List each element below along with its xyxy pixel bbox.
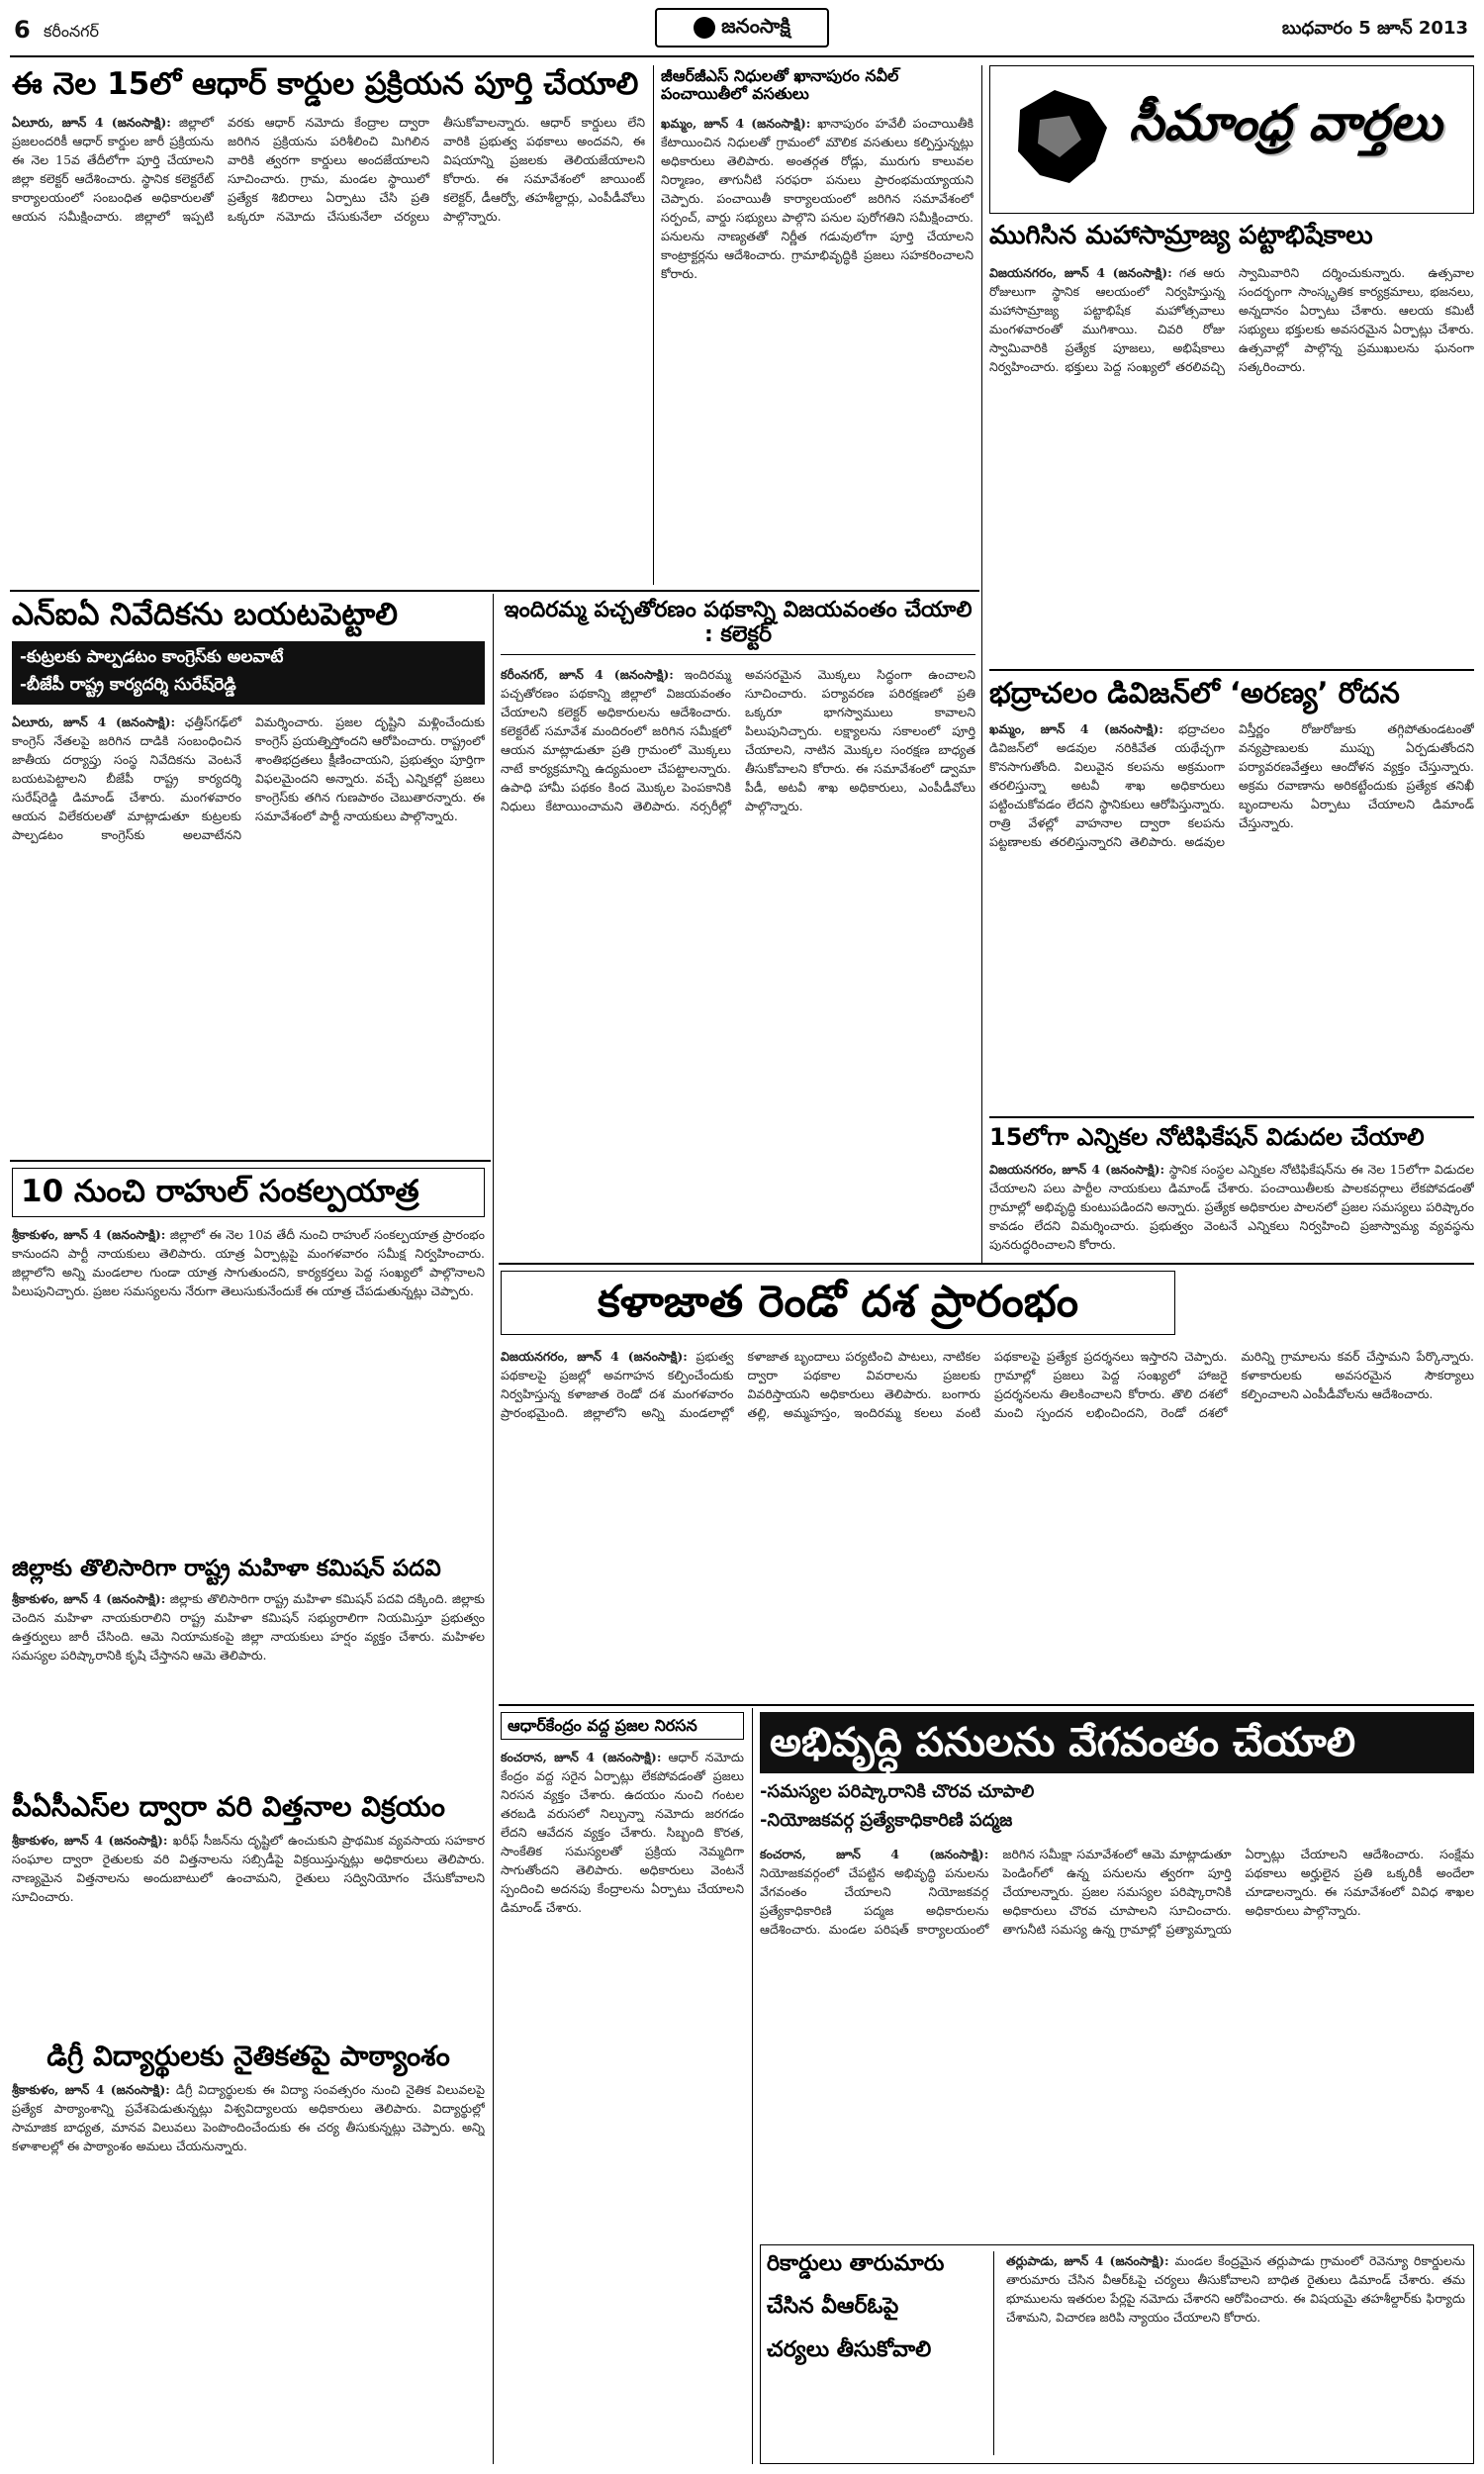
story-text: జిల్లాకు తొలిసారిగా రాష్ట్ర మహిళా కమిషన్ పదవి దక్కింది. జిల్లాకు చెందిన మహిళా నాయకురాలిని రాష్ట్ర మహిళా కమిషన్ సభ్యురాలిగా నియమిస్తూ ప్రభుత్వం ఉత్తర్వులు జారీ చేసింది. ఆమె నియామకంపై జిల్లా నాయకులు హర్షం వ్యక్తం చేశారు. మహిళల సమస్యల పరిష్కారానికి కృషి చేస్తానని ఆమె తెలిపారు. xyxy=(12,1591,485,1664)
story-headline: 15లోగా ఎన్నికల నోటిఫికేషన్ విడుదల చేయాలి xyxy=(989,1124,1425,1151)
story-dateline: విజయనగరం, జూన్ 4 (జనంసాక్షి): xyxy=(501,1348,688,1364)
story-dateline: తర్లుపాడు, జూన్ 4 (జనంసాక్షి): xyxy=(1006,2253,1169,2268)
story-body xyxy=(989,719,1474,851)
story-text: నియోజకవర్గంలో చేపట్టిన అభివృద్ధి పనులను వేగవంతం చేయాలని నియోజకవర్గ ప్రత్యేకాధికారిణి పద్మజ అధికారులను ఆదేశించారు. మండల పరిషత్ కార్యాలయంలో జరిగిన సమీక్షా సమావేశంలో ఆమె మాట్లాడుతూ పెండింగ్‌లో ఉన్న పనులను త్వరగా పూర్తి చేయాలన్నారు. ప్రజల సమస్యల పరిష్కారానికి అధికారులు చొరవ చూపాలని సూచించారు. తాగునీటి సమస్య ఉన్న గ్రామాల్లో ప్రత్యామ్నాయ ఏర్పాట్లు చేయాలని ఆదేశించారు. సంక్షేమ పథకాలు అర్హులైన ప్రతి ఒక్కరికీ అందేలా చూడాలన్నారు. ఈ సమావేశంలో వివిధ శాఖల అధికారులు పాల్గొన్నారు. xyxy=(760,1847,1474,1937)
story-text: భద్రాచలం డివిజన్‌లో అడవుల నరికివేత యథేచ్ఛగా కొనసాగుతోంది. విలువైన కలపను అక్రమంగా తరలిస్తున్నా అటవీ శాఖ అధికారులు పట్టించుకోవడం లేదని స్థానికులు ఆరోపిస్తున్నారు. రాత్రి వేళల్లో వాహనాల ద్వారా కలపను పట్టణాలకు తరలిస్తున్నారని తెలిపారు. అడవుల విస్తీర్ణం రోజురోజుకు తగ్గిపోతుండటంతో వన్యప్రాణులకు ముప్పు ఏర్పడుతోందని పర్యావరణవేత్తలు ఆందోళన వ్యక్తం చేస్తున్నారు. అక్రమ రవాణాను అరికట్టేందుకు ప్రత్యేక తనిఖీ బృందాలను ఏర్పాటు చేయాలని డిమాండ్ చేస్తున్నారు. xyxy=(989,721,1474,850)
section-rule xyxy=(989,669,1474,671)
story-gp-funds xyxy=(661,67,974,582)
section-rule xyxy=(989,1116,1474,1118)
story-kalajatha xyxy=(501,1271,1474,1696)
story-body xyxy=(760,1845,1474,1939)
story-body xyxy=(989,263,1474,654)
story-text: ఛత్తీస్‌గఢ్‌లో కాంగ్రెస్ నేతలపై జరిగిన దాడికి సంబంధించిన జాతీయ దర్యాప్తు సంస్థ నివేదికను వెంటనే బయటపెట్టాలని బీజేపీ రాష్ట్ర కార్యదర్శి సురేష్‌రెడ్డి డిమాండ్ చేశారు. మంగళవారం ఆయన విలేకరులతో మాట్లాడుతూ కుట్రలకు పాల్పడటం కాంగ్రెస్‌కు అలవాటేనని విమర్శించారు. ప్రజల దృష్టిని మళ్లించేందుకు కాంగ్రెస్ ప్రయత్నిస్తోందని ఆరోపించారు. రాష్ట్రంలో శాంతిభద్రతలు క్షీణించాయని, ప్రభుత్వం పూర్తిగా విఫలమైందని అన్నారు. వచ్చే ఎన్నికల్లో ప్రజలు కాంగ్రెస్‌కు తగిన గుణపాఠం చెబుతారన్నారు. ఈ సమావేశంలో పార్టీ నాయకులు పాల్గొన్నారు. xyxy=(12,714,485,842)
section-rule xyxy=(10,590,979,592)
story-bhadrachalam xyxy=(989,677,1474,1112)
story-dateline: ఏలూరు, జూన్ 4 (జనంసాక్షి): xyxy=(12,714,176,729)
story-dateline: ఖమ్మం, జూన్ 4 (జనంసాక్షి): xyxy=(989,721,1163,737)
story-seemandhra xyxy=(989,65,1474,659)
story-body xyxy=(661,114,974,283)
story-text: జిల్లాలో ప్రజలందరికీ ఆధార్ కార్డుల జారీ ప్రక్రియను ఈ నెల 15వ తేదీలోగా పూర్తి చేయాలని జిల్లా కలెక్టర్ ఆదేశించారు. స్థానిక కలెక్టరేట్ కార్యాలయంలో సంబంధిత అధికారులతో ఆయన సమీక్షించారు. జిల్లాలో ఇప్పటి వరకు ఆధార్ నమోదు కేంద్రాల ద్వారా జరిగిన ప్రక్రియను పరిశీలించి మిగిలిన వారికి త్వరగా కార్డులు అందజేయాలని సూచించారు. గ్రామ, మండల స్థాయిలో ప్రత్యేక శిబిరాలు ఏర్పాటు చేసి ప్రతి ఒక్కరూ నమోదు చేసుకునేలా చర్యలు తీసుకోవాలన్నారు. ఆధార్ కార్డులు లేని వారికి ప్రభుత్వ పథకాలు అందవని, ఈ విషయాన్ని ప్రజలకు తెలియజేయాలని కోరారు. ఈ సమావేశంలో జాయింట్ కలెక్టర్, డీఆర్వో, తహశీల్దార్లు, ఎంపీడీవోలు పాల్గొన్నారు. xyxy=(12,114,645,224)
story-body xyxy=(989,1160,1474,1254)
story-indiramma xyxy=(501,598,975,1251)
story-headline: ఎన్ఐఏ నివేదికను బయటపెట్టాలి xyxy=(12,598,399,632)
story-dateline: విజయనగరం, జూన్ 4 (జనంసాక్షి): xyxy=(989,1161,1165,1177)
story-text: ఖరీఫ్ సీజన్‌ను దృష్టిలో ఉంచుకుని ప్రాథమిక వ్యవసాయ సహకార సంఘాల ద్వారా రైతులకు వరి విత్తనాలను సబ్సిడీపై విక్రయిస్తున్నట్లు అధికారులు తెలిపారు. నాణ్యమైన విత్తనాలను అందుబాటులో ఉంచామని, రైతులు సద్వినియోగం చేసుకోవాలని సూచించారు. xyxy=(12,1833,485,1905)
story-degree xyxy=(12,2041,485,2456)
banner-title: సీమాంధ్ర వార్తలు xyxy=(1129,94,1442,151)
story-headline: డిగ్రీ విద్యార్థులకు నైతికతపై పాఠ్యాంశం xyxy=(46,2041,450,2072)
story-text: ఇందిరమ్మ పచ్చతోరణం పథకాన్ని జిల్లాలో విజయవంతం చేయాలని కలెక్టర్ అధికారులను ఆదేశించారు. కలెక్టరేట్ సమావేశ మందిరంలో జరిగిన సమీక్షలో ఆయన మాట్లాడుతూ ప్రతి గ్రామంలో మొక్కలు నాటే కార్యక్రమాన్ని ఉద్యమంలా చేపట్టాలన్నారు. ఉపాధి హామీ పథకం కింద మొక్కల పెంపకానికి నిధులు కేటాయించామని తెలిపారు. నర్సరీల్లో అవసరమైన మొక్కలు సిద్ధంగా ఉంచాలని సూచించారు. పర్యావరణ పరిరక్షణలో ప్రతి ఒక్కరూ భాగస్వాములు కావాలని పిలుపునిచ్చారు. లక్ష్యాలను సకాలంలో పూర్తి చేయాలని, నాటిన మొక్కల సంరక్షణ బాధ్యత తీసుకోవాలని కోరారు. ఈ సమావేశంలో డ్వామా పీడీ, అటవీ శాఖ అధికారులు, ఎంపీడీవోలు పాల్గొన్నారు. xyxy=(501,666,975,813)
story-subheadline: -నియోజకవర్గ ప్రత్యేకాధికారిణి పద్మజ xyxy=(760,1810,1013,1831)
story-dateline: శ్రీకాకుళం, జూన్ 4 (జనంసాక్షి): xyxy=(12,1833,168,1849)
section-rule xyxy=(499,1263,1474,1265)
seemandhra-banner xyxy=(989,65,1474,214)
story-text: ఖానాపురం హవేలీ పంచాయితీకి కేటాయించిన నిధులతో గ్రామంలో మౌలిక వసతులు కల్పిస్తున్నట్లు అధికారులు తెలిపారు. అంతర్గత రోడ్లు, మురుగు కాలువల నిర్మాణం, తాగునీటి సరఫరా పనులు ప్రారంభమయ్యాయని చెప్పారు. పంచాయితీ కార్యాలయంలో జరిగిన సమావేశంలో సర్పంచ్, వార్డు సభ్యులు పాల్గొని పనుల పురోగతిని సమీక్షించారు. పనులను నాణ్యతతో నిర్ణీత గడువులోగా పూర్తి చేయాలని కాంట్రాక్టర్లను ఆదేశించారు. గ్రామాభివృద్ధికి ప్రజలు సహకరించాలని కోరారు. xyxy=(661,115,974,281)
story-headline: కళాజాత రెండో దశ ప్రారంభం xyxy=(501,1271,1175,1335)
story-headline: జిల్లాకు తొలిసారిగా రాష్ట్ర మహిళా కమిషన్ పదవి xyxy=(12,1556,441,1581)
story-dateline: శ్రీకాకుళం, జూన్ 4 (జనంసాక్షి): xyxy=(12,1226,166,1242)
story-headline: ఇందిరమ్మ పచ్చతోరణం పథకాన్ని విజయవంతం చేయాలి : కలెక్టర్ xyxy=(501,598,975,655)
story-body xyxy=(501,1347,1474,1422)
story-elections xyxy=(989,1124,1474,1263)
story-text: స్థానిక సంస్థల ఎన్నికల నోటిఫికేషన్‌ను ఈ నెల 15లోగా విడుదల చేయాలని పలు పార్టీల నాయకులు డిమాండ్ చేశారు. పంచాయితీలకు పాలకవర్గాలు లేకపోవడంతో గ్రామాల్లో అభివృద్ధి కుంటుపడిందని అన్నారు. ప్రత్యేక అధికారుల పాలనలో ప్రజల సమస్యలు పరిష్కారం కావడం లేదని విమర్శించారు. ప్రభుత్వం వెంటనే ఎన్నికలు నిర్వహించి ప్రజాస్వామ్య వ్యవస్థను పునరుద్ధరించాలని కోరారు. xyxy=(989,1161,1474,1252)
story-records xyxy=(760,2244,1474,2464)
state-map-icon xyxy=(1000,80,1119,199)
masthead xyxy=(0,0,1484,57)
story-body xyxy=(12,1589,485,1665)
logo-mark-icon xyxy=(694,17,715,39)
story-headline: పీఏసీఎస్‌ల ద్వారా వరి విత్తనాల విక్రయం xyxy=(12,1791,445,1823)
story-aadhaar-center xyxy=(501,1712,744,2464)
story-text: జిల్లాలో ఈ నెల 10వ తేదీ నుంచి రాహుల్ సంకల్పయాత్ర ప్రారంభం కానుందని పార్టీ నాయకులు తెలిపారు. యాత్ర ఏర్పాట్లపై మంగళవారం సమీక్ష నిర్వహించారు. జిల్లాలోని అన్ని మండలాల గుండా యాత్ర సాగుతుందని, కార్యకర్తలు పెద్ద సంఖ్యలో పాల్గొనాలని పిలుపునిచ్చారు. ప్రజల సమస్యలను నేరుగా తెలుసుకునేందుకే ఈ యాత్ర చేపడుతున్నట్లు చెప్పారు. xyxy=(12,1226,485,1298)
story-body xyxy=(12,113,645,226)
story-text: ప్రభుత్వ పథకాలపై ప్రజల్లో అవగాహన కల్పించేందుకు నిర్వహిస్తున్న కళాజాత రెండో దశ మంగళవారం ప్రారంభమైంది. జిల్లాలోని అన్ని మండలాల్లో కళాజాత బృందాలు పర్యటించి పాటలు, నాటికల ద్వారా పథకాల వివరాలను ప్రజలకు వివరిస్తాయని అధికారులు తెలిపారు. బంగారు తల్లి, అమ్మహస్తం, ఇందిరమ్మ కలలు వంటి పథకాలపై ప్రత్యేక ప్రదర్శనలు ఇస్తారని చెప్పారు. గ్రామాల్లో ప్రజలు పెద్ద సంఖ్యలో హాజరై ప్రదర్శనలను తిలకించాలని కోరారు. తొలి దశలో మంచి స్పందన లభించిందని, రెండో దశలో మరిన్ని గ్రామాలను కవర్ చేస్తామని పేర్కొన్నారు. కళాకారులకు అవసరమైన సౌకర్యాలు కల్పించాలని ఎంపీడీవోలను ఆదేశించారు. xyxy=(501,1348,1474,1420)
story-dateline: ఏలూరు, జూన్ 4 (జనంసాక్షి): xyxy=(12,114,171,130)
story-headline: రికార్డులు తారుమారు xyxy=(767,2251,945,2276)
story-headline: అభివృద్ధి పనులను వేగవంతం చేయాలి xyxy=(760,1712,1474,1773)
story-subheadline: -కుట్రలకు పాల్పడటం కాంగ్రెస్‌కు అలవాటే xyxy=(20,646,284,667)
edition-label: కరీంనగర్ xyxy=(44,22,100,41)
section-rule xyxy=(10,1160,491,1162)
story-dateline: ఖమ్మం, జూన్ 4 (జనంసాక్షి): xyxy=(661,115,811,131)
story-subheadline-box xyxy=(12,641,485,705)
story-headline: 10 నుంచి రాహుల్ సంకల్పయాత్ర xyxy=(12,1168,485,1217)
story-body xyxy=(12,1225,485,1300)
story-subheadline: -బీజేపీ రాష్ట్ర కార్యదర్శి సురేష్‌రెడ్డి xyxy=(20,674,236,695)
story-aadhaar xyxy=(12,67,645,582)
story-subheadline: -సమస్యల పరిష్కారానికి చొరవ చూపాలి xyxy=(760,1781,1035,1802)
story-rahul xyxy=(12,1168,485,1544)
story-pacs xyxy=(12,1791,485,2029)
story-text: మండల కేంద్రమైన తర్లుపాడు గ్రామంలో రెవెన్యూ రికార్డులను తారుమారు చేసిన వీఆర్‌ఓపై చర్యలు తీసుకోవాలని బాధిత రైతులు డిమాండ్ చేశారు. తమ భూములను ఇతరుల పేర్లపై నమోదు చేశారని ఆరోపించారు. ఈ విషయమై తహశీల్దార్‌కు ఫిర్యాదు చేశామని, విచారణ జరిపి న్యాయం చేయాలని కోరారు. xyxy=(1006,2253,1465,2325)
paper-logo xyxy=(655,8,829,48)
story-body xyxy=(12,2080,485,2155)
column-rule xyxy=(493,1257,494,2464)
story-headline: చేసిన వీఆర్‌ఓపై xyxy=(767,2294,899,2320)
story-headline: భద్రాచలం డివిజన్‌లో ‘అరణ్య’ రోదన xyxy=(989,677,1400,710)
story-headline: ఆధార్‌కేంద్రం వద్ద ప్రజల నిరసన xyxy=(501,1712,744,1740)
column-rule xyxy=(981,65,982,1263)
story-body xyxy=(501,1748,744,1917)
story-dateline: కంచరాన, జూన్ 4 (జనంసాక్షి): xyxy=(501,1750,662,1765)
column-rule xyxy=(493,594,494,1257)
story-women-commission xyxy=(12,1556,485,1779)
story-body xyxy=(501,665,975,815)
story-body xyxy=(1006,2251,1465,2455)
masthead-rule xyxy=(10,55,1474,57)
paper-name: జనంసాక్షి xyxy=(721,13,790,38)
story-body xyxy=(12,713,485,844)
page-number: 6 xyxy=(14,16,31,44)
column-rule xyxy=(653,65,654,585)
story-dateline: శ్రీకాకుళం, జూన్ 4 (జనంసాక్షి): xyxy=(12,1591,166,1607)
story-text: డిగ్రీ విద్యార్థులకు ఈ విద్యా సంవత్సరం నుంచి నైతిక విలువలపై ప్రత్యేక పాఠ్యాంశాన్ని ప్రవేశపెడుతున్నట్లు విశ్వవిద్యాలయ అధికారులు తెలిపారు. విద్యార్థుల్లో సామాజిక బాధ్యత, మానవ విలువలు పెంపొందించేందుకు ఈ చర్య తీసుకున్నట్లు చెప్పారు. అన్ని కళాశాలల్లో ఈ పాఠ్యాంశం అమలు చేయనున్నారు. xyxy=(12,2082,485,2154)
column-rule xyxy=(752,1708,753,2464)
story-text: ఆధార్ నమోదు కేంద్రం వద్ద సరైన ఏర్పాట్లు లేకపోవడంతో ప్రజలు నిరసన వ్యక్తం చేశారు. ఉదయం నుంచి గంటల తరబడి వరుసలో నిల్చున్నా నమోదు జరగడం లేదని ఆవేదన వ్యక్తం చేశారు. సిబ్బంది కొరత, సాంకేతిక సమస్యలతో ప్రక్రియ నెమ్మదిగా సాగుతోందని తెలిపారు. అధికారులు వెంటనే స్పందించి అదనపు కేంద్రాలను ఏర్పాటు చేయాలని డిమాండ్ చేశారు. xyxy=(501,1750,744,1916)
story-dateline: విజయనగరం, జూన్ 4 (జనంసాక్షి): xyxy=(989,265,1172,280)
story-dateline: కంచరాన, జూన్ 4 (జనంసాక్షి): xyxy=(760,1847,989,1861)
story-dateline: శ్రీకాకుళం, జూన్ 4 (జనంసాక్షి): xyxy=(12,2082,170,2098)
records-headline-box xyxy=(767,2251,994,2455)
section-rule xyxy=(499,1704,1474,1706)
story-headline: జీఆర్‌జీఎస్ నిధులతో ఖానాపురం నవీల్ పంచాయితీలో వసతులు xyxy=(661,67,899,104)
story-development xyxy=(760,1712,1474,2236)
story-headline: ఈ నెల 15లో ఆధార్ కార్డుల ప్రక్రియన పూర్తి చేయాలి xyxy=(12,67,639,102)
story-headline: చర్యలు తీసుకోవాలి xyxy=(767,2336,932,2362)
story-dateline: కరీంనగర్, జూన్ 4 (జనంసాక్షి): xyxy=(501,666,674,682)
story-headline: ముగిసిన మహాసామ్రాజ్య పట్టాభిషేకాలు xyxy=(989,221,1373,250)
story-body xyxy=(12,1831,485,1906)
issue-date: బుధవారం 5 జూన్ 2013 xyxy=(1281,18,1468,39)
story-text: గత ఆరు రోజులుగా స్థానిక ఆలయంలో నిర్వహిస్తున్న మహాసామ్రాజ్య పట్టాభిషేక మహోత్సవాలు మంగళవారంతో ముగిశాయి. చివరి రోజు స్వామివారికి ప్రత్యేక పూజలు, అభిషేకాలు నిర్వహించారు. భక్తులు పెద్ద సంఖ్యలో తరలివచ్చి స్వామివారిని దర్శించుకున్నారు. ఉత్సవాల సందర్భంగా సాంస్కృతిక కార్యక్రమాలు, భజనలు, అన్నదానం ఏర్పాటు చేశారు. ఆలయ కమిటీ సభ్యులు భక్తులకు అవసరమైన ఏర్పాట్లు చేశారు. ఉత్సవాల్లో పాల్గొన్న ప్రముఖులను ఘనంగా సత్కరించారు. xyxy=(989,265,1474,374)
story-nia xyxy=(12,598,485,1152)
